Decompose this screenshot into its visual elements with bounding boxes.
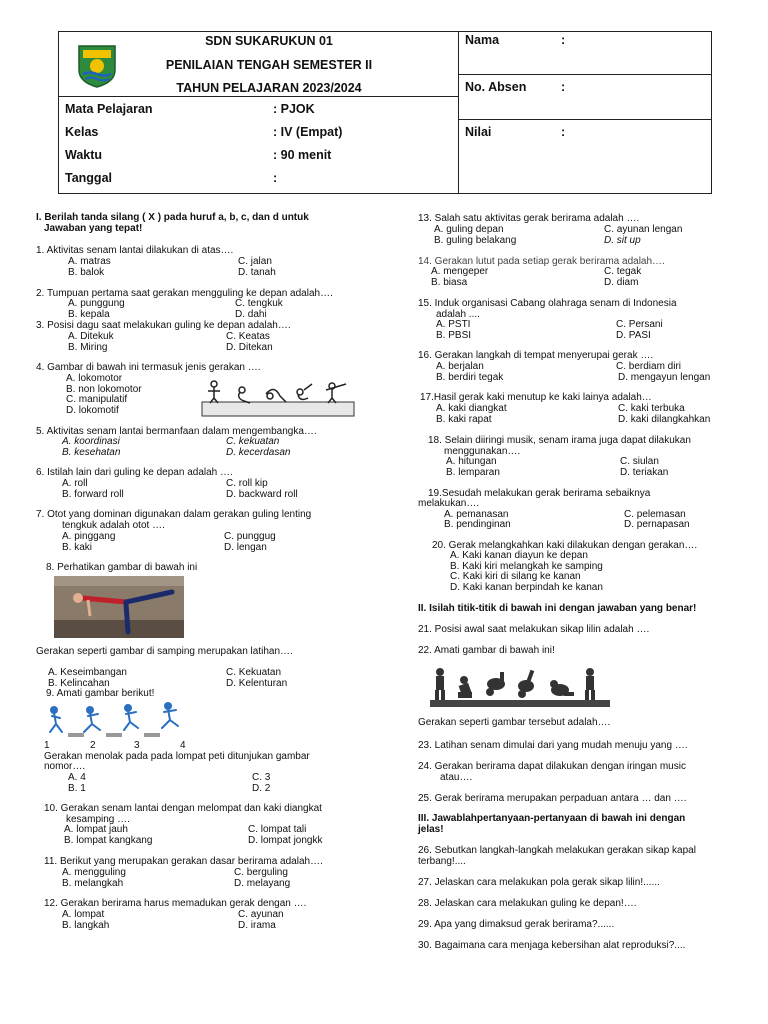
question-11: 11. Berikut yang merupakan gerakan dasar berirama adalah…. (44, 856, 323, 867)
option-16b[interactable]: B. berdiri tegak (436, 372, 504, 383)
option-1b[interactable]: B. balok (68, 267, 105, 278)
option-9d[interactable]: D. 2 (252, 783, 271, 794)
question-14: 14. Gerakan lutut pada setiap gerak berirama adalah…. (418, 256, 665, 267)
question-23: 23. Latihan senam dimulai dari yang mudah menuju yang …. (418, 740, 688, 751)
option-2c[interactable]: C. tengkuk (235, 298, 283, 309)
question-16: 16. Gerakan langkah di tempat menyerupai gerak …. (418, 350, 654, 361)
option-4c[interactable]: C. manipulatif (66, 394, 128, 405)
image-number-4: 4 (180, 740, 186, 751)
option-10c[interactable]: C. lompat tali (248, 824, 307, 835)
option-14b[interactable]: B. biasa (431, 277, 468, 288)
class-value: : IV (Empat) (273, 125, 343, 139)
option-14c[interactable]: C. tegak (604, 266, 642, 277)
question-22: 22. Amati gambar di bawah ini! (418, 645, 555, 656)
option-3a[interactable]: A. Ditekuk (68, 331, 114, 342)
option-20a[interactable]: A. Kaki kanan diayun ke depan (450, 550, 588, 561)
option-8b[interactable]: B. Kelincahan (48, 678, 110, 689)
option-2b[interactable]: B. kepala (68, 309, 110, 320)
option-4d[interactable]: D. lokomotif (66, 405, 119, 416)
option-19d[interactable]: D. pernapasan (624, 519, 690, 530)
time-value: : 90 menit (273, 148, 332, 162)
option-16d[interactable]: D. mengayun lengan (618, 372, 711, 383)
option-18c[interactable]: C. siulan (620, 456, 659, 467)
section-3-title-cont: jelas! (418, 824, 444, 835)
option-3b[interactable]: B. Miring (68, 342, 108, 353)
option-2a[interactable]: A. punggung (68, 298, 125, 309)
option-11c[interactable]: C. berguling (234, 867, 288, 878)
option-12b[interactable]: B. langkah (62, 920, 110, 931)
class-label: Kelas (65, 125, 99, 139)
question-13: 13. Salah satu aktivitas gerak berirama adalah …. (418, 213, 640, 224)
option-4b[interactable]: B. non lokomotor (66, 384, 142, 395)
option-4a[interactable]: A. lokomotor (66, 373, 123, 384)
question-18: 18. Selain diiringi musik, senam irama juga dapat dilakukan (428, 435, 691, 446)
question-26: 26. Sebutkan langkah-langkah melakukan gerakan sikap kapal (418, 845, 696, 856)
option-17a[interactable]: A. kaki diangkat (436, 403, 507, 414)
option-15d[interactable]: D. PASI (616, 330, 651, 341)
option-18d[interactable]: D. teriakan (620, 467, 669, 478)
option-9b[interactable]: B. 1 (68, 783, 86, 794)
question-9: 9. Amati gambar berikut! (46, 688, 155, 699)
option-18a[interactable]: A. hitungan (446, 456, 497, 467)
image-number-1: 1 (44, 740, 50, 751)
option-8c[interactable]: C. Kekuatan (226, 667, 282, 678)
option-13c[interactable]: C. ayunan lengan (604, 224, 683, 235)
option-18b[interactable]: B. lemparan (446, 467, 500, 478)
option-19b[interactable]: B. pendinginan (444, 519, 511, 530)
header-table (58, 31, 712, 194)
question-19: 19.Sesudah melakukan gerak berirama sebaiknya (428, 488, 651, 499)
option-1c[interactable]: C. jalan (238, 256, 272, 267)
option-2d[interactable]: D. dahi (235, 309, 267, 320)
question-30: 30. Bagaimana cara menjaga kebersihan alat reproduksi?.... (418, 940, 686, 951)
section-1-title: I. Berilah tanda silang ( X ) pada huruf a, b, c, dan d untuk (36, 212, 309, 223)
question-10: 10. Gerakan senam lantai dengan melompat dan kaki diangkat (44, 803, 322, 814)
question-28: 28. Jelaskan cara melakukan guling ke depan!…. (418, 898, 637, 909)
question-27: 27. Jelaskan cara melakukan pola gerak sikap lilin!...... (418, 877, 660, 888)
option-5a[interactable]: A. koordinasi (62, 436, 120, 447)
image-number-3: 3 (134, 740, 140, 751)
question-8-text: Gerakan seperti gambar di samping merupakan latihan…. (36, 646, 293, 657)
question-12: 12. Gerakan berirama harus memadukan gerak dengan …. (44, 898, 307, 909)
option-17b[interactable]: B. kaki rapat (436, 414, 492, 425)
question-9-text-cont: nomor…. (44, 761, 86, 772)
question-29: 29. Apa yang dimaksud gerak berirama?...... (418, 919, 615, 930)
subject-label: Mata Pelajaran (65, 102, 153, 116)
option-20c[interactable]: C. Kaki kiri di silang ke kanan (450, 571, 581, 582)
option-10b[interactable]: B. lompat kangkang (64, 835, 153, 846)
option-13b[interactable]: B. guling belakang (434, 235, 517, 246)
score-field[interactable]: : (561, 125, 566, 139)
school-logo-icon (74, 42, 120, 88)
option-5b[interactable]: B. kesehatan (62, 447, 121, 458)
date-value: : (273, 171, 278, 185)
question-7: 7. Otot yang dominan digunakan dalam gerakan guling lenting (36, 509, 312, 520)
question-9-text: Gerakan menolak pada pada lompat peti ditunjukan gambar (44, 751, 310, 762)
option-13a[interactable]: A. guling depan (434, 224, 504, 235)
question-24: 24. Gerakan berirama dapat dilakukan dengan iringan music (418, 761, 686, 772)
option-11a[interactable]: A. mengguling (62, 867, 126, 878)
question-26-cont: terbang!.... (418, 856, 466, 867)
question-8: 8. Perhatikan gambar di bawah ini (46, 562, 198, 573)
question-20: 20. Gerak melangkahkan kaki dilakukan dengan gerakan…. (432, 540, 698, 551)
option-6b[interactable]: B. forward roll (62, 489, 124, 500)
section-3-title: III. Jawablahpertanyaan-pertanyaan di bawah ini dengan (418, 813, 686, 824)
absen-field[interactable]: : (561, 80, 566, 94)
question-22-text: Gerakan seperti gambar tersebut adalah…. (418, 717, 611, 728)
option-7b[interactable]: B. kaki (62, 542, 93, 553)
option-9a[interactable]: A. 4 (68, 772, 86, 783)
option-5c[interactable]: C. kekuatan (226, 436, 280, 447)
option-3d[interactable]: D. Ditekan (226, 342, 273, 353)
question-2: 2. Tumpuan pertama saat gerakan mengguling ke depan adalah…. (36, 288, 333, 299)
subject-value: : PJOK (273, 102, 315, 116)
question-5: 5. Aktivitas senam lantai bermanfaan dalam mengembangka…. (36, 426, 317, 437)
option-7c[interactable]: C. punggug (224, 531, 276, 542)
option-6c[interactable]: C. roll kip (226, 478, 268, 489)
option-12d[interactable]: D. irama (238, 920, 276, 931)
question-4: 4. Gambar di bawah ini termasuk jenis gerakan …. (36, 362, 261, 373)
school-name: SDN SUKARUKUN 01 (205, 34, 333, 48)
score-label: Nilai (465, 125, 492, 139)
question-19-cont: melakukan…. (418, 498, 480, 509)
exam-title: PENILAIAN TENGAH SEMESTER II (165, 58, 373, 72)
section-2-title: II. Isilah titik-titik di bawah ini dengan jawaban yang benar! (418, 603, 697, 614)
option-7a[interactable]: A. pinggang (62, 531, 116, 542)
question-15-cont: adalah .... (436, 309, 480, 320)
option-8d[interactable]: D. Kelenturan (226, 678, 288, 689)
question-24-cont: atau…. (440, 772, 473, 783)
time-label: Waktu (65, 148, 103, 162)
header-right (459, 32, 711, 193)
vault-jump-image (44, 700, 192, 740)
option-13d[interactable]: D. sit up (604, 235, 641, 246)
option-14d[interactable]: D. diam (604, 277, 639, 288)
option-1d[interactable]: D. tanah (238, 267, 276, 278)
option-20d[interactable]: D. Kaki kanan berpindah ke kanan (450, 582, 603, 593)
option-5d[interactable]: D. kecerdasan (226, 447, 291, 458)
date-label: Tanggal (65, 171, 112, 185)
divider (459, 119, 711, 120)
option-10a[interactable]: A. lompat jauh (64, 824, 128, 835)
option-11d[interactable]: D. melayang (234, 878, 291, 889)
option-15c[interactable]: C. Persani (616, 319, 663, 330)
option-6a[interactable]: A. roll (62, 478, 88, 489)
image-number-2: 2 (90, 740, 96, 751)
option-3c[interactable]: C. Keatas (226, 331, 270, 342)
divider (459, 74, 711, 75)
name-field[interactable]: : (561, 33, 566, 47)
option-16a[interactable]: A. berjalan (436, 361, 484, 372)
option-11b[interactable]: B. melangkah (62, 878, 124, 889)
option-9c[interactable]: C. 3 (252, 772, 271, 783)
question-3: 3. Posisi dagu saat melakukan guling ke depan adalah…. (36, 320, 291, 331)
rolling-figures-image (200, 372, 356, 418)
option-8a[interactable]: A. Keseimbangan (48, 667, 127, 678)
question-25: 25. Gerak berirama merupakan perpaduan antara … dan …. (418, 793, 687, 804)
question-15: 15. Induk organisasi Cabang olahraga senam di Indonesia (418, 298, 677, 309)
academic-year: TAHUN PELAJARAN 2023/2024 (176, 81, 362, 95)
option-17d[interactable]: D. kaki dilangkahkan (618, 414, 711, 425)
header-left (59, 32, 459, 193)
question-10-cont: kesamping …. (66, 814, 130, 825)
name-label: Nama (465, 33, 500, 47)
option-20b[interactable]: B. Kaki kiri melangkah ke samping (450, 561, 603, 572)
option-10d[interactable]: D. lompat jongkk (248, 835, 323, 846)
option-19c[interactable]: C. pelemasan (624, 509, 686, 520)
question-18-cont: menggunakan…. (444, 446, 521, 457)
question-21: 21. Posisi awal saat melakukan sikap lilin adalah …. (418, 624, 650, 635)
option-6d[interactable]: D. backward roll (226, 489, 298, 500)
question-17: 17.Hasil gerak kaki menutup ke kaki lainya adalah… (420, 392, 652, 403)
question-6: 6. Istilah lain dari guling ke depan adalah …. (36, 467, 233, 478)
option-17c[interactable]: C. kaki terbuka (618, 403, 685, 414)
option-16c[interactable]: C. berdiam diri (616, 361, 682, 372)
rolling-sequence-image (430, 664, 610, 708)
option-19a[interactable]: A. pemanasan (444, 509, 509, 520)
option-15b[interactable]: B. PBSI (436, 330, 472, 341)
balance-pose-photo (54, 576, 184, 638)
question-7-cont: tengkuk adalah otot …. (62, 520, 165, 531)
option-1a[interactable]: A. matras (68, 256, 111, 267)
option-12c[interactable]: C. ayunan (238, 909, 284, 920)
header-title-block (59, 32, 459, 97)
absen-label: No. Absen (465, 80, 527, 94)
option-15a[interactable]: A. PSTI (436, 319, 471, 330)
option-14a[interactable]: A. mengeper (431, 266, 489, 277)
option-7d[interactable]: D. lengan (224, 542, 267, 553)
question-1: 1. Aktivitas senam lantai dilakukan di atas…. (36, 245, 234, 256)
option-12a[interactable]: A. lompat (62, 909, 105, 920)
section-1-title-cont: Jawaban yang tepat! (44, 223, 143, 234)
